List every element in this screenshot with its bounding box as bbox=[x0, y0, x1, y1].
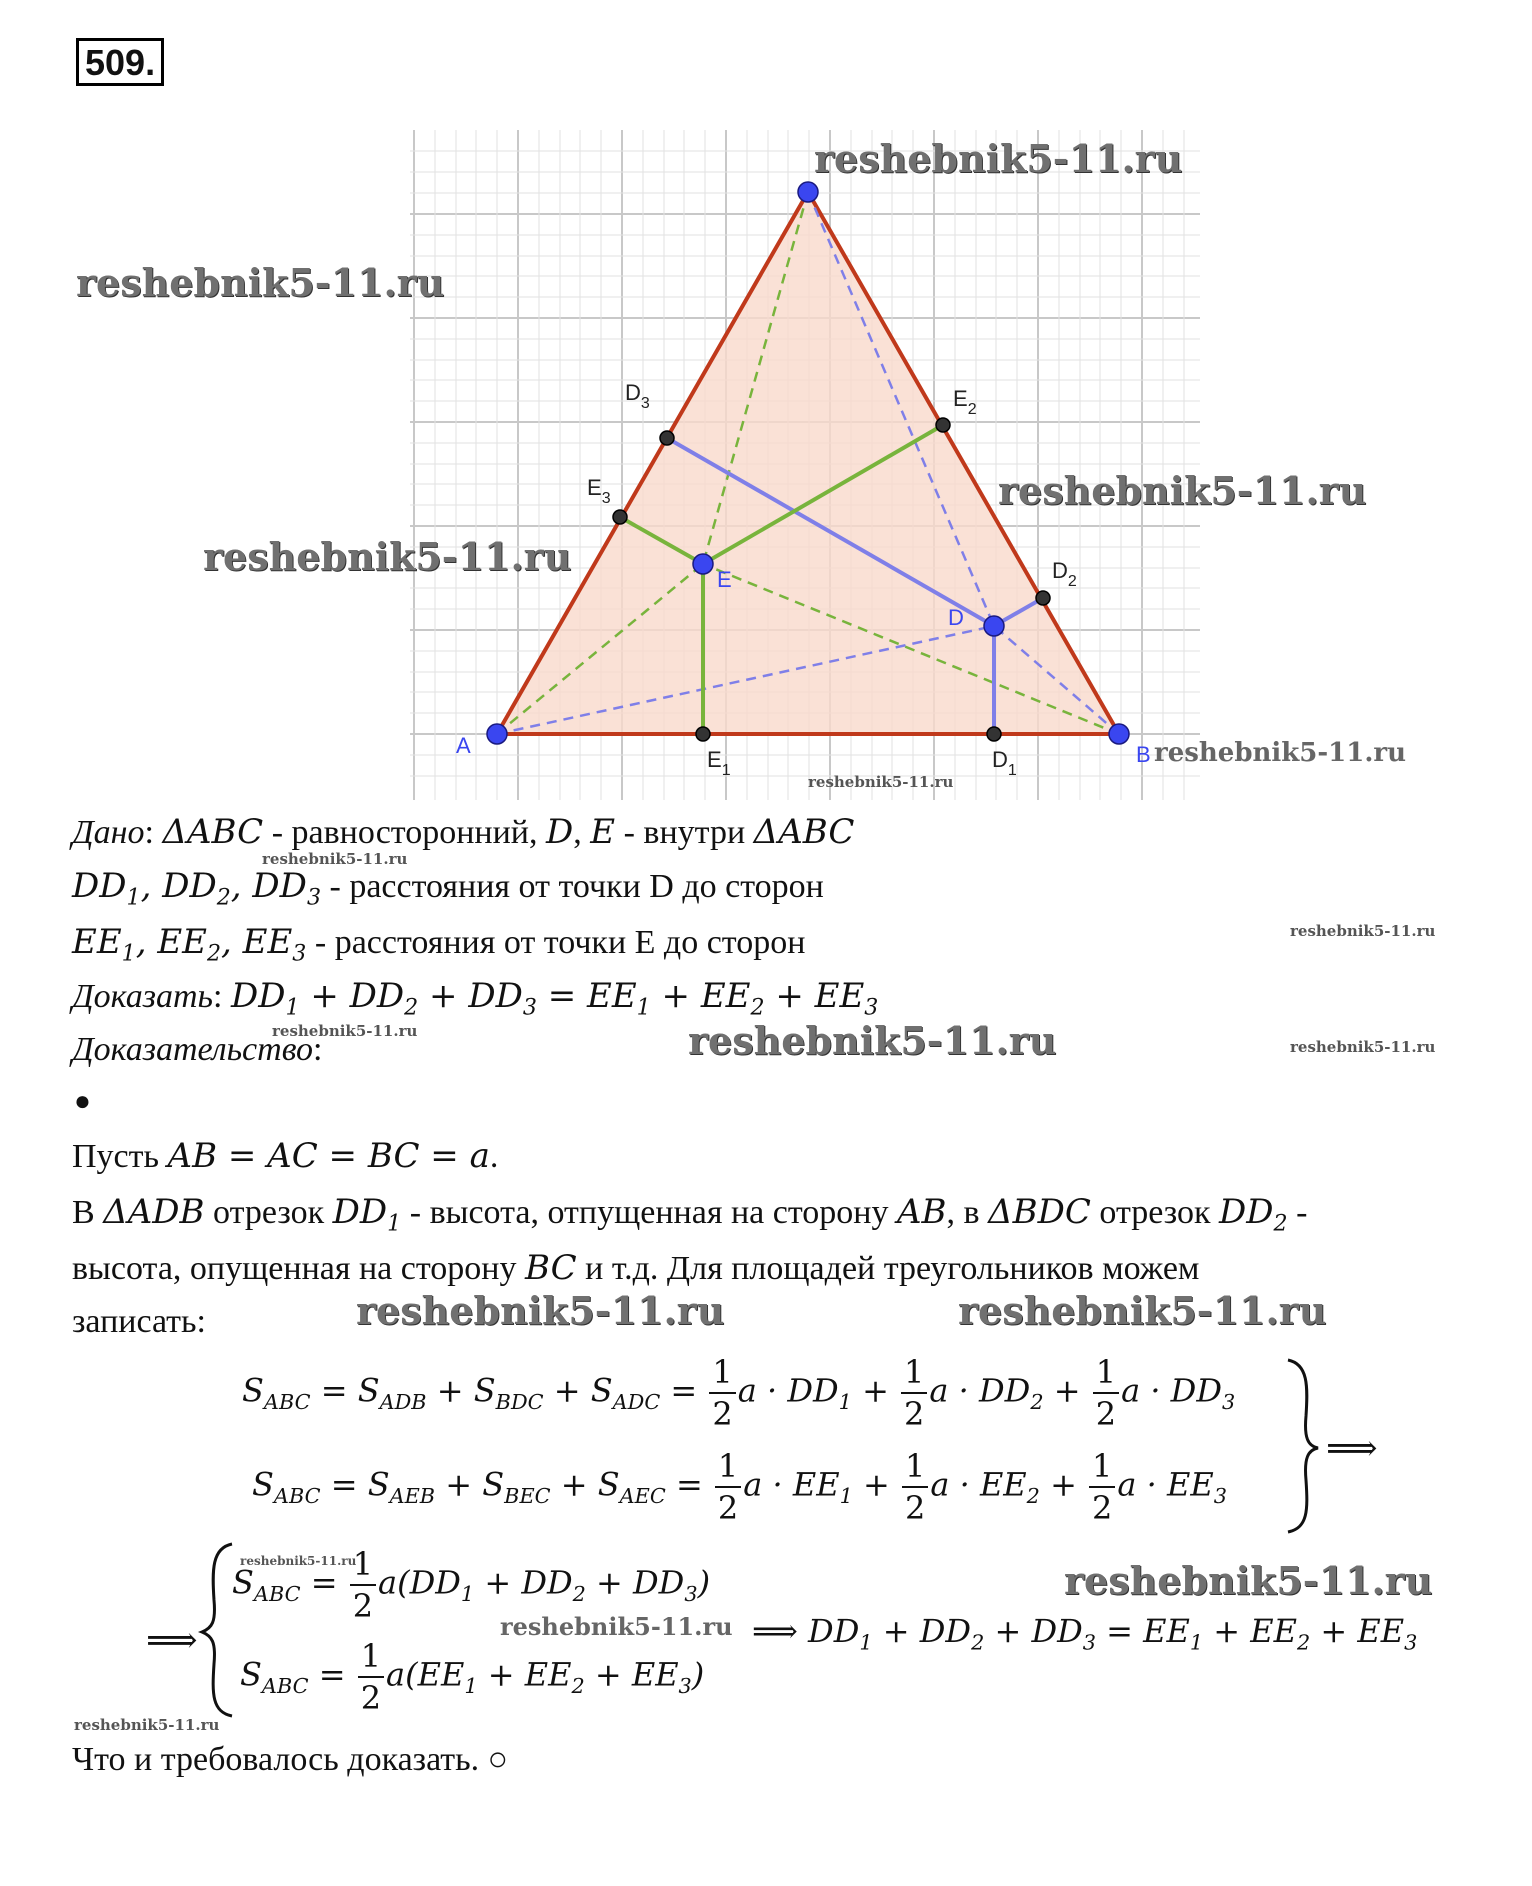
given-line-3: $EE_1$, $EE_2$, $EE_3$ - расстояния от точки E до сторон bbox=[72, 922, 806, 967]
watermark: reshebnik5-11.ru bbox=[262, 850, 408, 868]
right-brace bbox=[1280, 1356, 1400, 1536]
watermark: reshebnik5-11.ru bbox=[356, 1288, 725, 1333]
label-e1: $E_1$ bbox=[707, 747, 731, 779]
watermark: reshebnik5-11.ru bbox=[1290, 1038, 1436, 1056]
proof-line-2: В ΔADB отрезок $DD_1$ - высота, отпущенная на сторону AB, в ΔBDC отрезок $DD_2$ - bbox=[72, 1192, 1308, 1237]
equation-3: $S_{ABC}$ = $\frac{1}{2}$ $a(DD_1 + DD_2 + DD_3)$ bbox=[232, 1545, 711, 1625]
label-e: E bbox=[717, 567, 732, 592]
left-brace bbox=[140, 1540, 240, 1720]
label-d3: $D_3$ bbox=[625, 380, 650, 412]
watermark: reshebnik5-11.ru bbox=[240, 1554, 357, 1568]
watermark: reshebnik5-11.ru bbox=[688, 1018, 1057, 1063]
watermark: reshebnik5-11.ru bbox=[814, 136, 1183, 181]
label-d1: $D_1$ bbox=[992, 747, 1017, 779]
watermark: reshebnik5-11.ru bbox=[1064, 1558, 1433, 1603]
equation-4: $S_{ABC}$ = $\frac{1}{2}$ $a(EE_1 + EE_2 + EE_3)$ bbox=[240, 1637, 705, 1717]
watermark: reshebnik5-11.ru bbox=[272, 1022, 418, 1040]
proof-label: Доказательство: bbox=[72, 1031, 323, 1068]
equation-1: $S_{ABC} = S_{ADB} + S_{BDC} + S_{ADC}$ = $\frac{1}{2}$ $a \cdot DD_1$ + $\frac{1}{2}$ $a \cdot DD_2$ + $\frac{1}{2}$ $a \cdot DD_3$ bbox=[242, 1353, 1236, 1433]
svg-text:⟹: ⟹ bbox=[146, 1620, 198, 1661]
given-line-2: $DD_1$, $DD_2$, $DD_3$ - расстояния от точки D до сторон bbox=[72, 866, 824, 911]
watermark: reshebnik5-11.ru bbox=[958, 1288, 1327, 1333]
bullet: ● bbox=[74, 1086, 91, 1117]
prove-line: Доказать: $DD_1 + DD_2 + DD_3 = EE_1 + EE_2 + EE_3$ bbox=[72, 976, 879, 1021]
watermark: reshebnik5-11.ru bbox=[203, 534, 572, 579]
watermark: reshebnik5-11.ru bbox=[808, 773, 954, 791]
watermark: reshebnik5-11.ru bbox=[1290, 922, 1436, 940]
equation-result: ⟹ $DD_1 + DD_2 + DD_3 = EE_1 + EE_2 + EE_3$ bbox=[752, 1612, 1418, 1655]
label-e2: $E_2$ bbox=[953, 386, 977, 418]
watermark: reshebnik5-11.ru bbox=[998, 468, 1367, 513]
watermark: reshebnik5-11.ru bbox=[76, 260, 445, 305]
conclusion: Что и требовалось доказать. ○ bbox=[72, 1741, 509, 1778]
proof-line-4: записать: bbox=[72, 1303, 206, 1340]
label-b: B bbox=[1136, 742, 1151, 767]
svg-text:⟹: ⟹ bbox=[1326, 1428, 1378, 1469]
proof-line-3: высота, опущенная на сторону BC и т.д. Для площадей треугольников можем bbox=[72, 1248, 1200, 1288]
label-d2: $D_2$ bbox=[1052, 558, 1077, 590]
watermark: reshebnik5-11.ru bbox=[74, 1716, 220, 1734]
given-line-1: Дано: ΔABC - равносторонний, D, E - внутри ΔABC bbox=[72, 812, 855, 852]
label-a: A bbox=[456, 733, 471, 758]
problem-number: 509. bbox=[76, 38, 164, 86]
label-e3: $E_3$ bbox=[587, 475, 611, 507]
watermark: reshebnik5-11.ru bbox=[500, 1612, 733, 1641]
watermark: reshebnik5-11.ru bbox=[1154, 738, 1407, 768]
proof-line-1: Пусть AB = AC = BC = a. bbox=[72, 1136, 499, 1176]
equation-2: $S_{ABC} = S_{AEB} + S_{BEC} + S_{AEC}$ = $\frac{1}{2}$ $a \cdot EE_1$ + $\frac{1}{2}$ $a \cdot EE_2$ + $\frac{1}{2}$ $a \cdot EE_3$ bbox=[252, 1447, 1227, 1527]
triangle-figure bbox=[0, 0, 1532, 800]
label-d: D bbox=[948, 605, 964, 630]
